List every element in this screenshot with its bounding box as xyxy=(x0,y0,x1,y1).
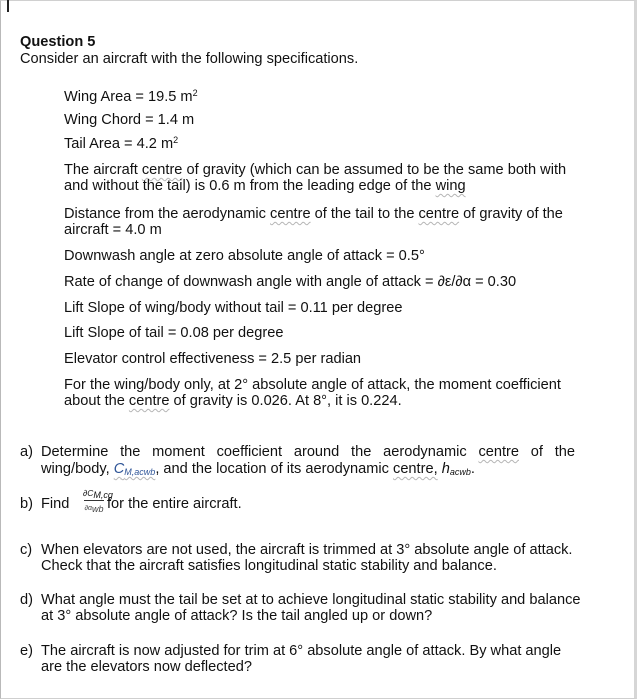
part-b-denominator-subscript: wb xyxy=(91,504,104,514)
part-b-fraction-denominator xyxy=(83,505,105,513)
spec-lift-slope-tail: Lift Slope of tail = 0.08 per degree xyxy=(64,325,284,341)
part-b-derivative-fraction xyxy=(83,488,113,514)
part-c-line-1: When elevators are not used, the aircraft is trimmed at 3° absolute angle of attack. xyxy=(41,542,573,558)
spec-distance-1c: of the tail to the xyxy=(310,206,419,222)
part-a-1c: of the xyxy=(519,444,575,460)
part-a-h-subscript: acwb xyxy=(449,467,471,477)
part-a-2a: wing/body, xyxy=(41,461,114,477)
spec-moment-line-1: For the wing/body only, at 2° absolute angle of attack, the moment coefficient xyxy=(64,377,561,393)
part-a-2b xyxy=(114,461,156,477)
spec-wing-area xyxy=(64,89,198,106)
spec-distance-1d: centre xyxy=(418,206,460,222)
part-b-find: Find xyxy=(41,496,70,512)
spec-cg-1a: The aircraft xyxy=(64,162,142,178)
spec-cg-2a: and without the tail) is 0.6 m from the leading edge of the xyxy=(64,178,436,194)
part-a-2e xyxy=(438,461,471,477)
part-a-2c: , and the location of its aerodynamic xyxy=(155,461,394,477)
spec-cg-line-1 xyxy=(64,162,566,179)
part-a-line-1 xyxy=(41,444,575,461)
question-title: Question 5 xyxy=(20,34,96,50)
spec-wing-chord: Wing Chord = 1.4 m xyxy=(64,112,195,128)
spec-cg-1b: centre xyxy=(141,162,183,178)
part-b-numerator-subscript: M,cg xyxy=(93,490,113,500)
spec-distance-1e: of gravity of the xyxy=(459,206,563,222)
part-c-line-2: Check that the aircraft satisfies longitudinal static stability and balance. xyxy=(41,558,497,574)
spec-tail-area xyxy=(64,136,178,153)
spec-tail-area-text: Tail Area = 4.2 m xyxy=(64,136,174,152)
part-b-fraction-bar xyxy=(84,500,104,501)
part-b-text: for the entire aircraft. xyxy=(107,496,242,512)
spec-distance-line-2: aircraft = 4.0 m xyxy=(64,222,162,238)
part-a-label: a) xyxy=(20,444,33,460)
part-a-2f: . xyxy=(470,461,475,477)
part-c-label: c) xyxy=(20,542,33,558)
spec-distance-1b: centre xyxy=(270,206,311,222)
part-a-cm-symbol: C xyxy=(113,461,125,477)
spec-tail-area-exponent: 2 xyxy=(173,135,179,145)
corner-mark xyxy=(7,0,9,12)
spec-wing-area-text: Wing Area = 19.5 m xyxy=(64,89,193,105)
part-d-line-1: What angle must the tail be set at to achieve longitudinal static stability and balance xyxy=(41,592,581,608)
part-e-label: e) xyxy=(20,643,33,659)
part-b-denominator-symbol: ∂α xyxy=(84,505,92,512)
spec-moment-2a: about the xyxy=(64,393,129,409)
spec-elevator: Elevator control effectiveness = 2.5 per radian xyxy=(64,351,362,367)
part-a-2d: centre, xyxy=(393,461,438,477)
spec-downwash-rate: Rate of change of downwash angle with angle of attack = ∂ε/∂α = 0.30 xyxy=(64,274,517,290)
spec-moment-2b: centre xyxy=(128,393,170,409)
part-a-line-2 xyxy=(41,461,475,478)
spec-cg-1c: of gravity (which can be assumed to be the same both with xyxy=(182,162,567,178)
spec-cg-line-2 xyxy=(64,178,466,195)
question-intro: Consider an aircraft with the following specifications. xyxy=(20,51,359,67)
spec-distance-1a: Distance from the aerodynamic xyxy=(64,206,271,222)
spec-distance-line-1 xyxy=(64,206,563,223)
part-b-numerator-symbol: ∂C xyxy=(83,488,94,498)
part-b-label: b) xyxy=(20,496,33,512)
spec-moment-line-2 xyxy=(64,393,402,410)
part-e-line-2: are the elevators now deflected? xyxy=(41,659,252,675)
part-b-fraction-numerator xyxy=(83,488,113,500)
spec-cg-2b: wing xyxy=(435,178,466,194)
part-a-1b: centre xyxy=(478,444,519,460)
spec-downwash: Downwash angle at zero absolute angle of attack = 0.5° xyxy=(64,248,425,264)
spec-moment-2c: of gravity is 0.026. At 8°, it is 0.224. xyxy=(169,393,402,409)
part-d-label: d) xyxy=(20,592,33,608)
spec-lift-slope-wing: Lift Slope of wing/body without tail = 0.11 per degree xyxy=(64,300,403,316)
part-a-h-symbol: h xyxy=(437,461,450,477)
part-e-line-1: The aircraft is now adjusted for trim at 6° absolute angle of attack. By what angle xyxy=(41,643,562,659)
spec-wing-area-exponent: 2 xyxy=(192,88,198,98)
part-d-line-2: at 3° absolute angle of attack? Is the tail angled up or down? xyxy=(41,608,433,624)
part-a-1a: Determine the moment coefficient around the aerodynamic xyxy=(41,444,479,460)
part-a-cm-subscript: M,acwb xyxy=(124,467,156,477)
